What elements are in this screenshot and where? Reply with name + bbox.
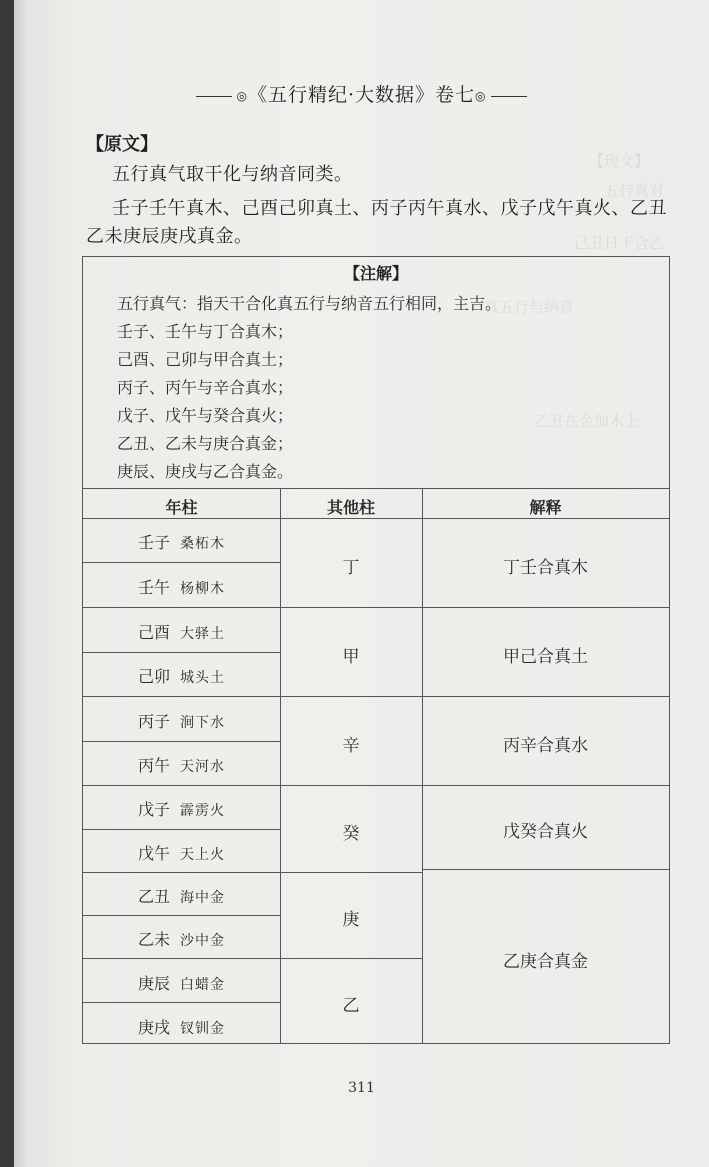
table-header-rule	[83, 518, 669, 519]
year-pillar: 乙未	[137, 930, 170, 949]
other-pillar: 甲	[342, 647, 360, 667]
row-rule	[83, 1002, 280, 1003]
year-pillar: 壬午	[137, 578, 170, 597]
ornament-icon: ◎	[475, 89, 487, 103]
page-number: 311	[348, 1080, 375, 1096]
nayin: 天上火	[180, 847, 225, 863]
table-row	[83, 664, 280, 687]
table-row	[83, 797, 280, 820]
book-page: 【现文】 五行真对 己丑日干合乙 真五行与纳音 乙丑在金加木上 ◎《五行精纪·大数据》卷七◎ 【原文】 五行真气取干化与纳音同类。 壬子壬午真木、己酉己卯真土、丙子丙午真水、戊子戊午真火、乙丑 乙未庚辰庚戌真金。 【注解】 五行真气：指天干合化真五行与纳音五行相同，主吉。 壬子、壬午与丁合真木； 己酉、己卯与甲合真土； 丙子、丙午与辛合真水； 戊子、戊午与癸合真火； 乙丑、乙未与庚合真金； 庚辰、庚戌与乙合真金。 年柱 其他柱 解释 壬子 桑柘木 壬午 杨柳木 己酉 大驿土 己卯 城头土 丙子 涧下水 丙午 天河水 戊子 霹雳火 戊午 天上火 乙丑 海中金 乙未 沙中金 庚辰 白蜡金 庚戌 钗钏金 丁 甲 辛 癸 庚 乙 丁壬合真木 甲己合真土 丙辛合真水 戊癸合真火 乙庚合真金 311	[14, 0, 709, 1167]
table-row	[83, 753, 280, 776]
other-pillar: 辛	[342, 736, 360, 756]
table-row	[83, 620, 280, 643]
year-pillar: 丙午	[137, 756, 170, 775]
year-pillar: 戊子	[137, 800, 170, 819]
row-rule	[83, 562, 280, 563]
year-pillar: 庚戌	[137, 1018, 170, 1037]
header-rule-left	[196, 96, 232, 97]
header-other-pillar: 其他柱	[326, 498, 375, 517]
explanation: 丙辛合真水	[503, 736, 588, 756]
annotation-line: 乙丑、乙未与庚合真金；	[117, 434, 294, 453]
table-row	[83, 971, 280, 994]
year-pillar: 庚辰	[137, 974, 170, 993]
running-header	[14, 80, 709, 107]
table-row	[83, 927, 280, 950]
other-pillar: 癸	[342, 824, 360, 844]
group-rule	[83, 958, 422, 959]
nayin: 大驿土	[180, 626, 225, 642]
original-text-heading: 【原文】	[86, 134, 158, 155]
nayin: 白蜡金	[180, 977, 225, 993]
nayin: 海中金	[180, 890, 225, 906]
annotation-line: 五行真气：指天干合化真五行与纳音五行相同，主吉。	[117, 294, 502, 313]
table-row	[83, 575, 280, 598]
annotation-line: 壬子、壬午与丁合真木；	[117, 322, 294, 341]
table-row	[83, 841, 280, 864]
nayin: 钗钏金	[180, 1021, 225, 1037]
annotation-line: 戊子、戊午与癸合真火；	[117, 406, 294, 425]
row-rule	[83, 915, 280, 916]
table-row	[83, 884, 280, 907]
year-pillar: 己卯	[137, 667, 170, 686]
group-rule	[83, 785, 669, 786]
original-line-2: 壬子壬午真木、己酉己卯真土、丙子丙午真水、戊子戊午真火、乙丑	[112, 198, 667, 219]
nayin: 桑柘木	[180, 536, 225, 552]
group-rule	[422, 869, 669, 870]
explanation: 甲己合真土	[503, 647, 588, 667]
other-pillar: 庚	[342, 910, 360, 930]
header-rule-right	[491, 96, 527, 97]
header-explanation: 解释	[529, 498, 562, 517]
annotation-line: 己酉、己卯与甲合真土；	[117, 350, 294, 369]
group-rule	[83, 607, 669, 608]
table-top-rule	[83, 488, 669, 489]
group-rule	[83, 872, 422, 873]
annotation-line: 丙子、丙午与辛合真水；	[117, 378, 294, 397]
nayin: 杨柳木	[180, 581, 225, 597]
table-row	[83, 709, 280, 732]
year-pillar: 丙子	[137, 712, 170, 731]
explanation: 丁壬合真木	[503, 558, 588, 578]
original-line-1: 五行真气取干化与纳音同类。	[112, 164, 353, 185]
nayin: 城头土	[180, 670, 225, 686]
year-pillar: 戊午	[137, 844, 170, 863]
row-rule	[83, 829, 280, 830]
other-pillar: 乙	[342, 996, 360, 1016]
row-rule	[83, 741, 280, 742]
table-row	[83, 530, 280, 553]
table-row	[83, 1015, 280, 1038]
nayin: 沙中金	[180, 933, 225, 949]
nayin: 霹雳火	[180, 803, 225, 819]
header-title: 《五行精纪·大数据》卷七	[247, 84, 476, 106]
explanation: 乙庚合真金	[503, 952, 588, 972]
nayin: 天河水	[180, 759, 225, 775]
row-rule	[83, 652, 280, 653]
year-pillar: 乙丑	[137, 887, 170, 906]
group-rule	[83, 696, 669, 697]
year-pillar: 壬子	[137, 533, 170, 552]
annotation-box	[82, 256, 670, 1044]
annotation-heading: 【注解】	[343, 264, 408, 283]
header-year-pillar: 年柱	[165, 498, 198, 517]
other-pillar: 丁	[342, 558, 360, 578]
annotation-line: 庚辰、庚戌与乙合真金。	[117, 462, 294, 481]
nayin: 涧下水	[180, 715, 225, 731]
ornament-icon: ◎	[236, 89, 248, 103]
explanation: 戊癸合真火	[503, 822, 588, 842]
year-pillar: 己酉	[137, 623, 170, 642]
original-line-3: 乙未庚辰庚戌真金。	[86, 226, 253, 247]
